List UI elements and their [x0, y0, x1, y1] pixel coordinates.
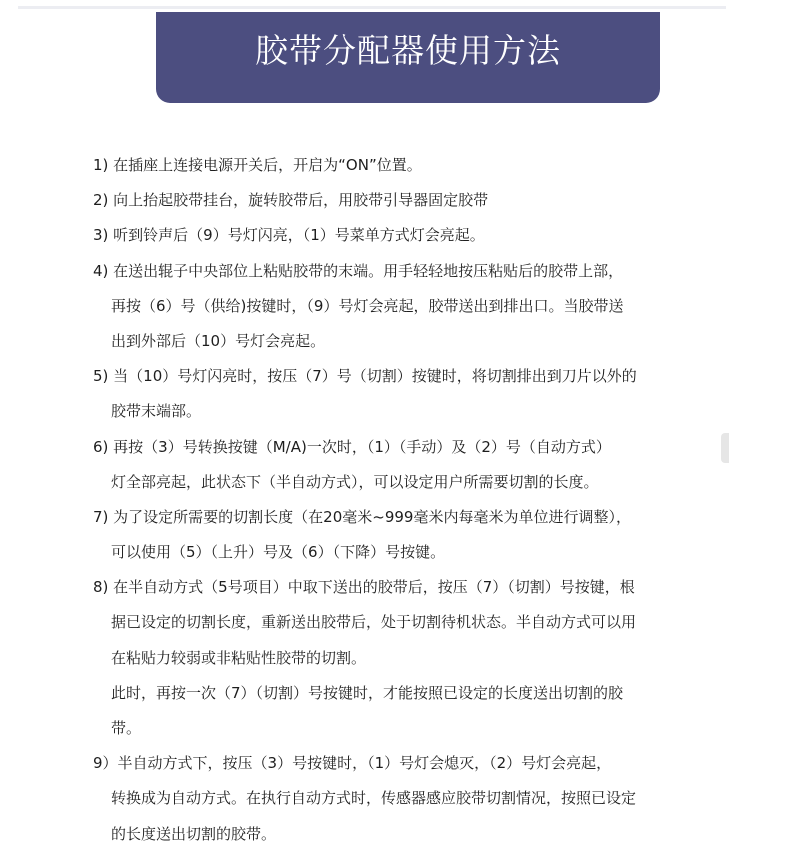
step-8-line-3: 在粘贴力较弱或非粘贴性胶带的切割。 [111, 648, 367, 667]
step-8-line-2: 据已设定的切割长度，重新送出胶带后，处于切割待机状态。半自动方式可以用 [111, 613, 637, 632]
step-6-line-2: 灯全部亮起，此状态下（半自动方式），可以设定用户所需要切割的长度。 [111, 472, 599, 491]
step-4-line-3: 出到外部后（10）号灯会亮起。 [111, 331, 326, 350]
page-title: 胶带分配器使用方法 [255, 31, 561, 70]
step-1-line-1: 1) 在插座上连接电源开关后，开启为“ON”位置。 [93, 156, 422, 174]
scroll-handle[interactable] [721, 433, 729, 463]
step-3-line-1: 3) 听到铃声后（9）号灯闪亮，（1）号菜单方式灯会亮起。 [93, 226, 485, 245]
step-4-line-1: 4) 在送出辊子中央部位上粘贴胶带的末端。用手轻轻地按压粘贴后的胶带上部， [93, 261, 624, 280]
step-5-line-1: 5) 当（10）号灯闪亮时，按压（7）号（切割）按键时，将切割排出到刀片以外的 [93, 367, 637, 386]
step-5-line-2: 胶带末端部。 [111, 402, 202, 421]
step-9-line-2: 转换成为自动方式。在执行自动方式时，传感器感应胶带切割情况，按照已设定 [111, 789, 637, 808]
step-4-line-2: 再按（6）号（供给)按键时，（9）号灯会亮起，胶带送出到排出口。当胶带送 [111, 296, 624, 315]
step-7-line-1: 7) 为了设定所需要的切割长度（在20毫米~999毫米内每毫米为单位进行调整）， [93, 507, 631, 526]
step-8-note-line-2: 带。 [111, 719, 142, 737]
step-8-note-line-1: 此时，再按一次（7）（切割）号按键时，才能按照已设定的长度送出切割的胶 [111, 683, 624, 702]
step-6-line-1: 6) 再按（3）号转换按键（M/A)一次时，（1）（手动）及（2）号（自动方式） [93, 437, 611, 456]
title-banner [156, 12, 660, 103]
top-divider [18, 6, 726, 9]
instruction-list [93, 148, 693, 852]
step-7-line-2: 可以使用（5）（上升）号及（6）（下降）号按键。 [111, 543, 446, 562]
step-8-line-1: 8) 在半自动方式（5号项目）中取下送出的胶带后，按压（7）（切割）号按键，根 [93, 578, 635, 597]
step-9-line-1: 9）半自动方式下，按压（3）号按键时，（1）号灯会熄灭，（2）号灯会亮起， [93, 754, 612, 773]
step-2-line-1: 2) 向上抬起胶带挂台，旋转胶带后，用胶带引导器固定胶带 [93, 191, 489, 210]
step-9-line-3: 的长度送出切割的胶带。 [111, 824, 277, 843]
